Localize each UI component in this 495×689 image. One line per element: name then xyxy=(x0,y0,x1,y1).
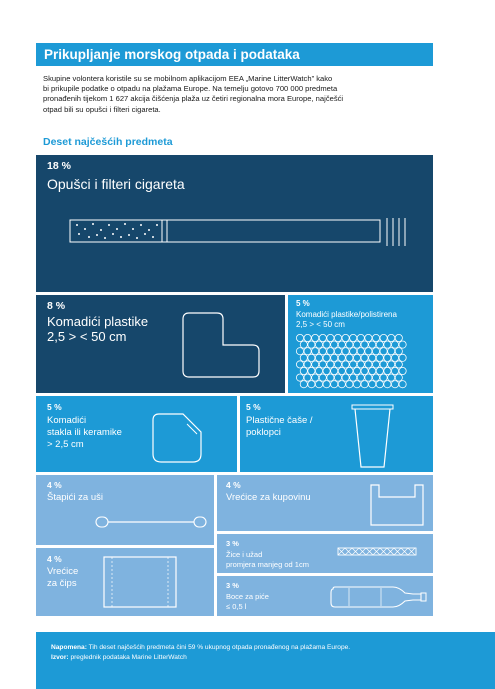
card-string xyxy=(217,534,433,573)
pct-cigarettes: 18 % xyxy=(47,160,71,172)
intro-text xyxy=(43,74,433,115)
card-cotton-buds xyxy=(36,475,214,545)
pct-bottles: 3 % xyxy=(226,581,239,590)
shopping-bag-icon xyxy=(367,481,429,527)
bottle-icon xyxy=(329,583,429,611)
label-line: ≤ 0,5 l xyxy=(226,601,247,611)
plastic-piece-icon xyxy=(181,309,266,381)
card-bottles xyxy=(217,576,433,616)
label-glass xyxy=(47,415,122,451)
note-label: Napomena: xyxy=(51,644,87,651)
label-crisps xyxy=(47,566,78,590)
label-line: 2,5 > < 50 cm xyxy=(296,320,345,329)
cotton-bud-icon xyxy=(94,513,209,533)
label-cotton-buds: Štapići za uši xyxy=(47,492,103,503)
glass-shard-icon xyxy=(149,410,207,466)
intro-line: pronađenih tijekom 1 627 akcija čišćenja plaža uz četiri regionalna mora Europe, najčešći xyxy=(43,94,344,104)
pct-bags: 4 % xyxy=(226,480,241,490)
polystyrene-icon xyxy=(296,334,411,389)
label-line: Žice i užad xyxy=(226,550,263,559)
label-line: Vrećice xyxy=(47,566,79,577)
label-line: 2,5 > < 50 cm xyxy=(47,329,127,344)
crisp-bag-icon xyxy=(100,554,180,610)
card-plastic-pieces xyxy=(36,295,285,393)
label-line: Komadići xyxy=(47,415,87,426)
card-glass xyxy=(36,396,237,472)
intro-line: otpad bili su opušci i filteri cigareta. xyxy=(43,104,161,114)
label-line: stakla ili keramike xyxy=(47,427,122,438)
card-cups xyxy=(240,396,433,472)
label-line: poklopci xyxy=(246,427,281,438)
label-string xyxy=(226,550,309,569)
label-line: Komadići plastike xyxy=(47,314,149,329)
label-bottles xyxy=(226,592,269,611)
card-polystyrene xyxy=(288,295,433,393)
intro-line: bi prikupile podatke o otpadu na plažama Europe. Na temelju gotovo 700 000 predmeta xyxy=(43,84,338,94)
source-text: preglednik podataka Marine LitterWatch xyxy=(70,654,187,661)
pct-polystyrene: 5 % xyxy=(296,299,310,308)
card-crisps xyxy=(36,548,214,616)
label-cups xyxy=(246,415,313,439)
cigarette-icon xyxy=(69,217,419,252)
intro-line: Skupine volontera koristile su se mobilnom aplikacijom EEA „Marine LitterWatch” kako xyxy=(43,74,333,83)
pct-plastic-pieces: 8 % xyxy=(47,300,66,312)
pct-cotton-buds: 4 % xyxy=(47,480,62,490)
page-title: Prikupljanje morskog otpada i podataka xyxy=(36,43,433,66)
label-line: > 2,5 cm xyxy=(47,439,84,450)
label-plastic-pieces xyxy=(47,314,148,344)
pct-string: 3 % xyxy=(226,539,239,548)
label-line: za čips xyxy=(47,578,77,589)
rope-icon xyxy=(337,546,417,558)
card-bags xyxy=(217,475,433,531)
section-title: Deset najčešćih predmeta xyxy=(43,136,173,148)
card-cigarettes xyxy=(36,155,433,292)
pct-cups: 5 % xyxy=(246,402,261,412)
note-text: Tih deset najčešćih predmeta čini 59 % ukupnog otpada pronađenog na plažama Europe. xyxy=(88,644,351,651)
note-line xyxy=(51,643,495,653)
label-polystyrene xyxy=(296,310,397,330)
label-line: Boce za piće xyxy=(226,592,269,601)
label-line: promjera manjeg od 1cm xyxy=(226,559,309,569)
pct-glass: 5 % xyxy=(47,402,62,412)
cup-icon xyxy=(350,402,395,470)
label-line: Plastične čaše / xyxy=(246,415,313,426)
source-label: Izvor: xyxy=(51,654,69,661)
label-line: Komadići plastike/polistirena xyxy=(296,310,397,319)
footer-note xyxy=(36,632,495,689)
pct-crisps: 4 % xyxy=(47,554,62,564)
source-line xyxy=(51,653,495,663)
label-cigarettes: Opušci i filteri cigareta xyxy=(47,176,185,192)
label-bags: Vrećice za kupovinu xyxy=(226,492,311,503)
